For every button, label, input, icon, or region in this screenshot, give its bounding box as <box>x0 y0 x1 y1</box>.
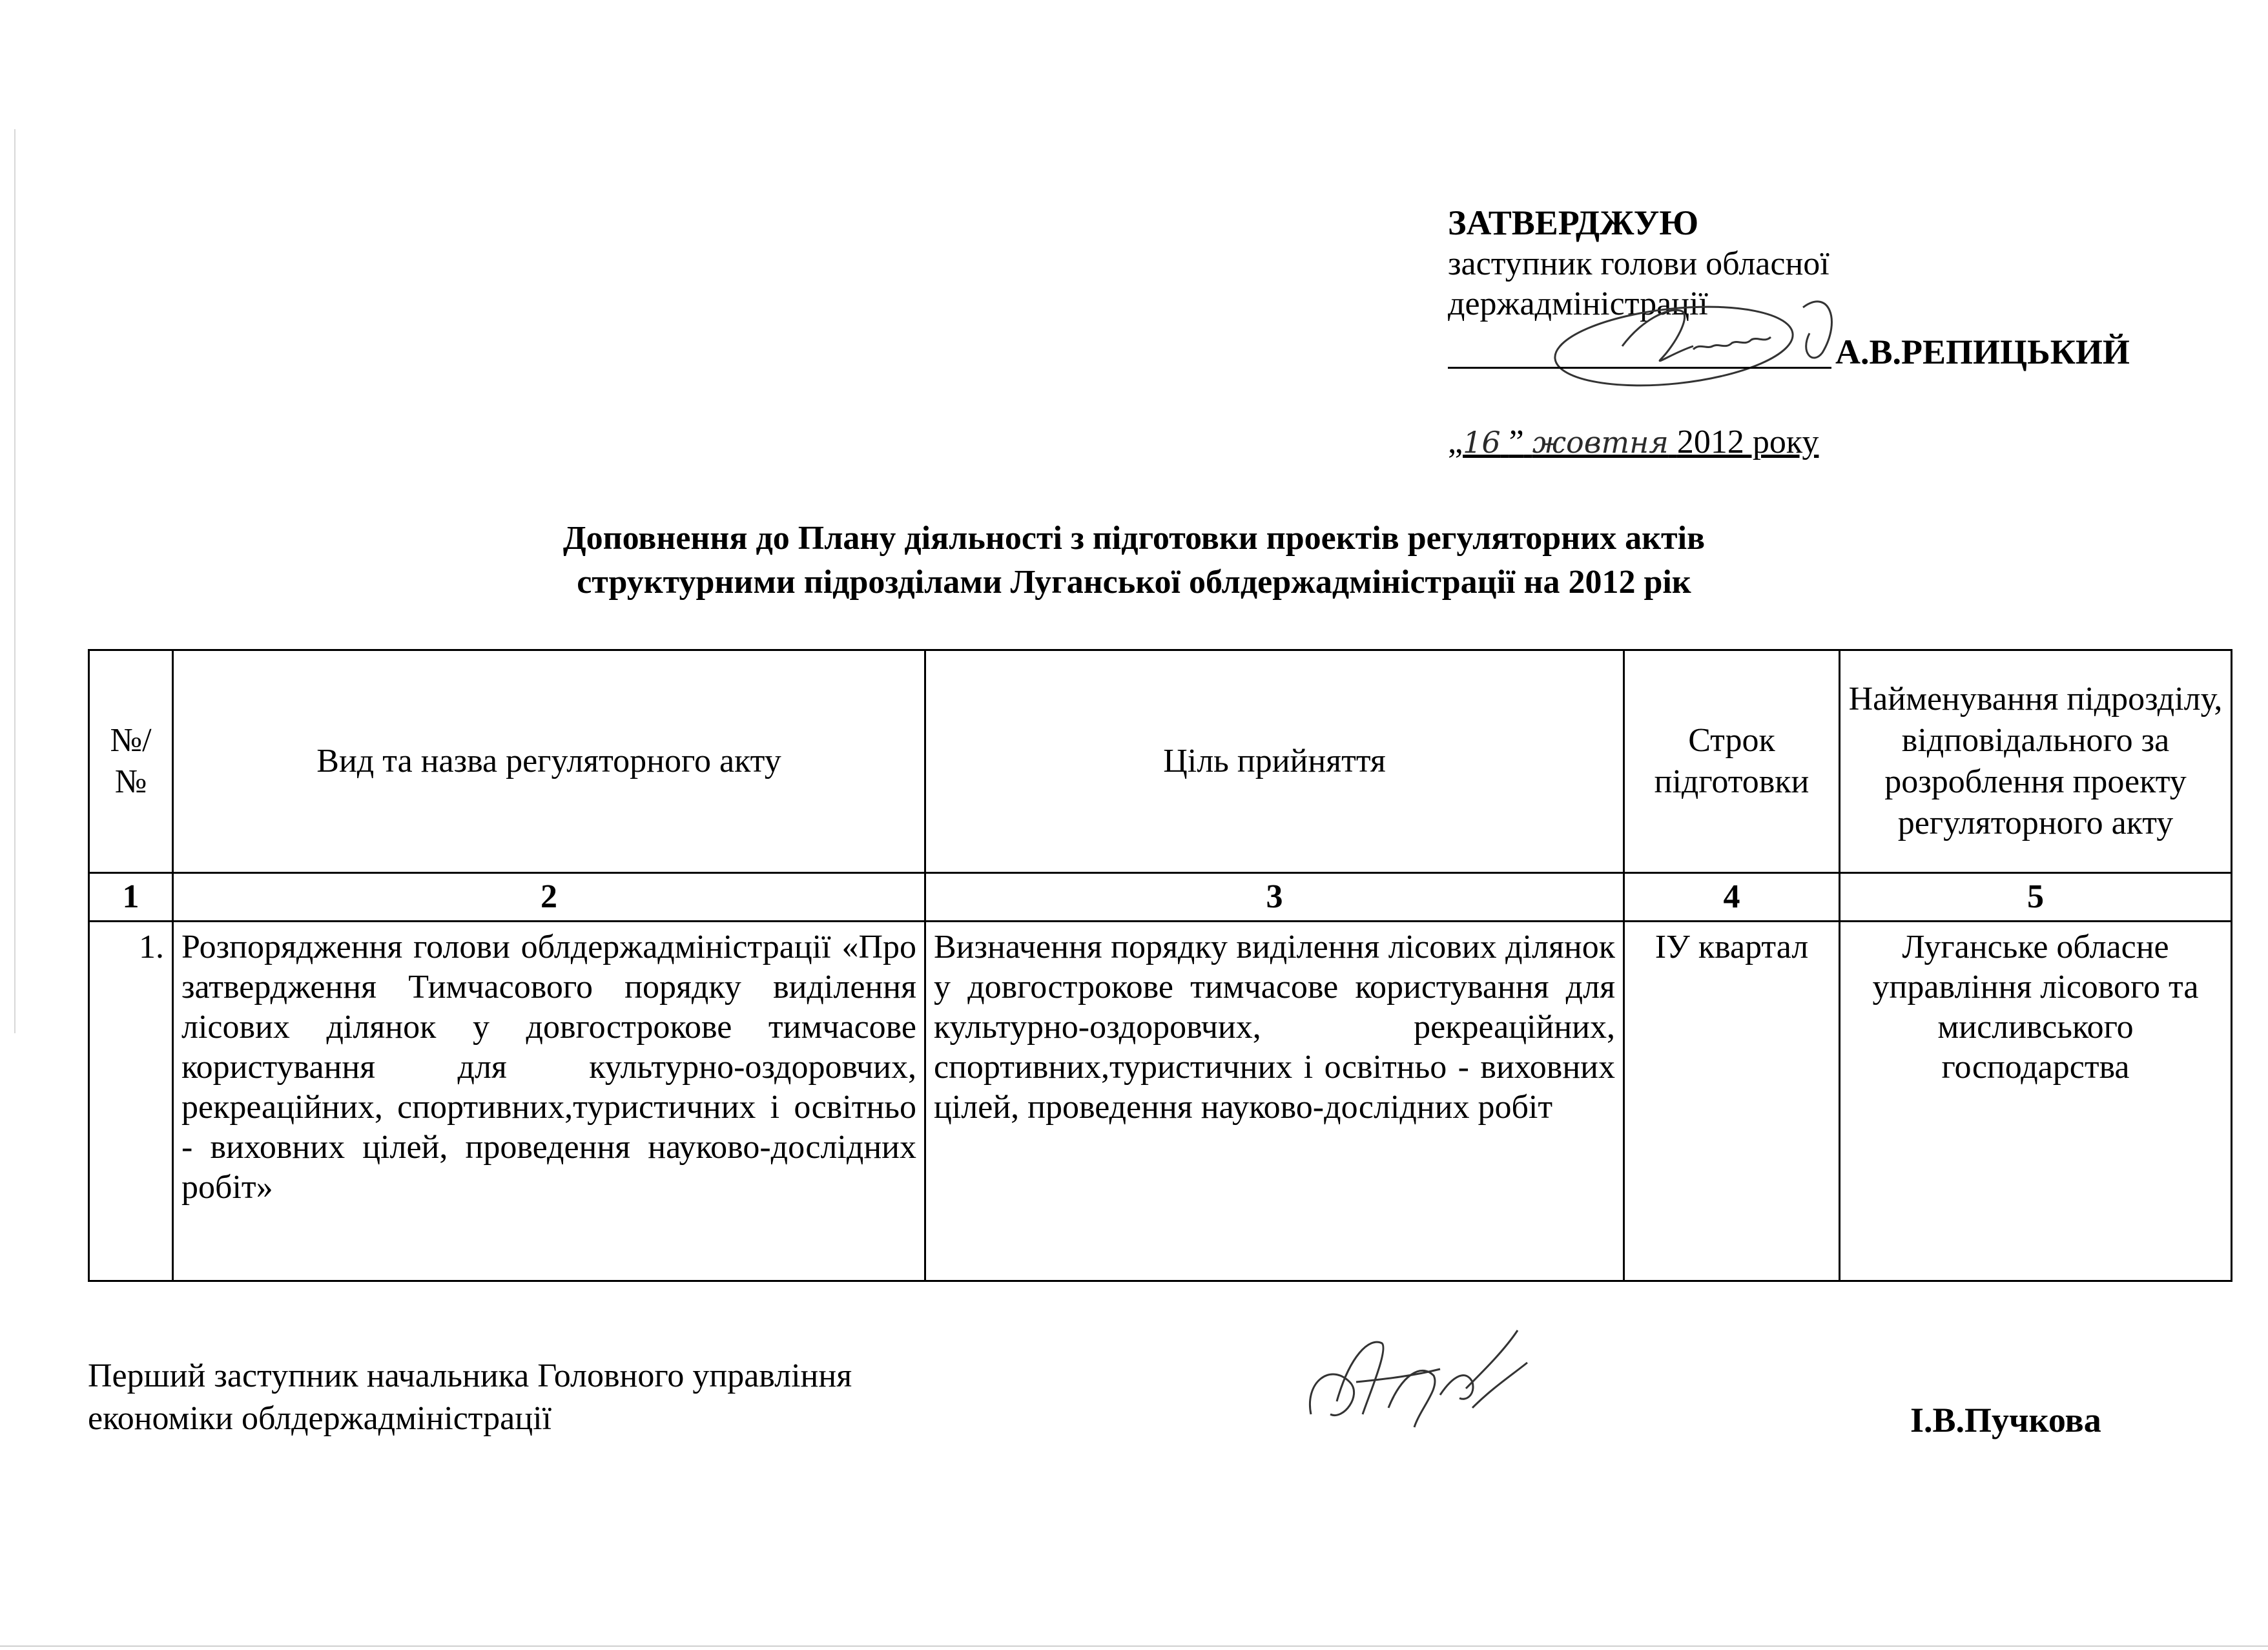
signatory-signature <box>1292 1317 1537 1440</box>
row-number: 1. <box>89 922 173 1281</box>
date-close-quote: ” <box>1509 424 1524 460</box>
column-number: 1 <box>89 873 173 922</box>
column-number: 5 <box>1840 873 2232 922</box>
column-number: 4 <box>1624 873 1840 922</box>
header-act: Вид та назва регуляторного акту <box>173 650 925 873</box>
header-unit: Найменування підрозділу, відповідального за розроблення проекту регуляторного акту <box>1840 650 2232 873</box>
row-goal: Визначення порядку виділення лісових ділянок у довгострокове тимчасове користування для культурно-оздоровчих, рекреаційних, спортивних,туристичних і освітньо - виховних цілей, проведення науково-дослідних робіт <box>925 922 1624 1281</box>
signature-row <box>1448 327 2223 377</box>
approval-date <box>1448 422 1819 462</box>
table-row <box>89 922 2232 1281</box>
date-day: 16 <box>1463 425 1501 460</box>
date-month: жовтня <box>1532 425 1669 460</box>
signatory-name: І.В.Пучкова <box>1910 1401 2101 1439</box>
header-number: №/№ <box>89 650 173 873</box>
plan-table <box>88 649 2232 1282</box>
date-open-quote: „ <box>1448 424 1463 460</box>
approver-name: А.В.РЕПИЦЬКИЙ <box>1835 333 2130 371</box>
approver-position-line1: заступник голови обласної <box>1448 245 1830 282</box>
header-goal: Ціль прийняття <box>925 650 1624 873</box>
page-edge <box>0 1645 2268 1647</box>
document-title-line1: Доповнення до Плану діяльності з підготовки проектів регуляторних актів <box>562 520 1706 557</box>
table-header-row <box>89 650 2232 873</box>
footer-position-line1: Перший заступник начальника Головного управління <box>88 1357 852 1394</box>
column-number-row <box>89 873 2232 922</box>
approval-heading: ЗАТВЕРДЖУЮ <box>1448 203 1699 242</box>
approver-position-line2: держадміністрації <box>1448 285 1708 322</box>
footer-signatory <box>88 1355 852 1440</box>
row-unit: Луганське обласне управління лісового та мисливського господарства <box>1840 922 2232 1281</box>
header-term: Строк підготовки <box>1624 650 1840 873</box>
signature-line <box>1448 367 1831 369</box>
footer-position-line2: економіки облдержадміністрації <box>88 1400 552 1437</box>
column-number: 3 <box>925 873 1624 922</box>
approver-signature <box>1545 282 1868 391</box>
row-act: Розпорядження голови облдержадміністрації «Про затвердження Тимчасового порядку виділення лісових ділянок у довгострокове тимчасове користування для культурно-оздоровчих, рекреаційних, спортивних,туристичних і освітньо - виховних цілей, проведення науково-дослідних робіт» <box>173 922 925 1281</box>
document-title-line2: структурними підрозділами Луганської облдержадміністрації на 2012 рік <box>577 564 1691 601</box>
approval-block <box>1448 201 2223 377</box>
row-term: ІУ квартал <box>1624 922 1840 1281</box>
column-number: 2 <box>173 873 925 922</box>
date-year: 2012 року <box>1676 424 1819 460</box>
